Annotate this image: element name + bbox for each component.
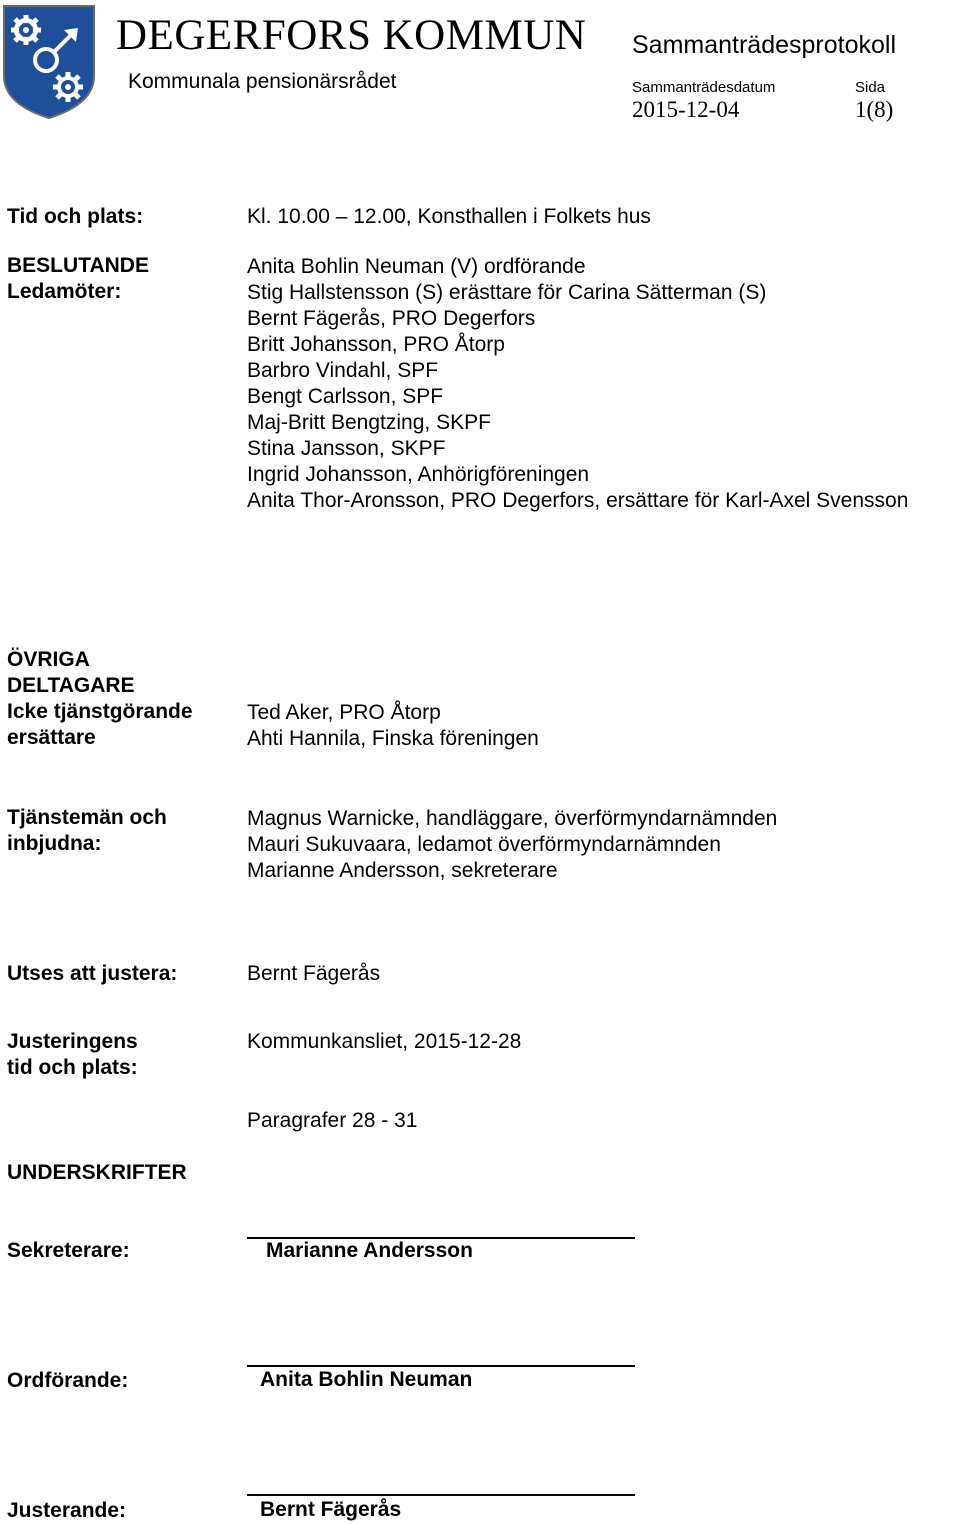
page-label: Sida — [855, 79, 886, 96]
list-item: Magnus Warnicke, handläggare, överförmyndarnämnden — [247, 807, 778, 830]
council-name: Kommunala pensionärsrådet — [128, 70, 397, 93]
label-line: ersättare — [7, 726, 96, 749]
adjuster-signature-line — [247, 1494, 635, 1496]
label-line: DELTAGARE — [7, 674, 135, 697]
secretary-label: Sekreterare: — [7, 1239, 130, 1262]
document-type: Sammanträdesprotokoll — [632, 31, 897, 59]
list-item: Stina Jansson, SKPF — [247, 437, 446, 460]
adjuster-value: Bernt Fägerås — [247, 962, 381, 985]
municipality-name: DEGERFORS KOMMUN — [116, 12, 587, 59]
list-item: Bengt Carlsson, SPF — [247, 385, 444, 408]
adjuster-label: Utses att justera: — [7, 962, 178, 985]
list-item: Maj-Britt Bengtzing, SKPF — [247, 411, 491, 434]
adjuster-signature-name: Bernt Fägerås — [260, 1498, 402, 1521]
list-item: Mauri Sukuvaara, ledamot överförmyndarnämnden — [247, 833, 721, 856]
list-item: Bernt Fägerås, PRO Degerfors — [247, 307, 536, 330]
meeting-date-label: Sammanträdesdatum — [632, 79, 776, 96]
decision-makers-label — [7, 253, 149, 305]
time-place-value: Kl. 10.00 – 12.00, Konsthallen i Folkets hus — [247, 205, 651, 228]
label-line: tid och plats: — [7, 1056, 138, 1079]
list-item: Barbro Vindahl, SPF — [247, 359, 439, 382]
list-item: Ahti Hannila, Finska föreningen — [247, 727, 539, 750]
time-place-label: Tid och plats: — [7, 205, 144, 228]
list-item: Stig Hallstensson (S) erästtare för Carina Sätterman (S) — [247, 281, 767, 304]
meeting-date-value: 2015-12-04 — [632, 97, 740, 122]
officials-label — [7, 805, 167, 857]
list-item: Ingrid Johansson, Anhörigföreningen — [247, 463, 590, 486]
label-line: Justeringens — [7, 1030, 138, 1053]
chair-name: Anita Bohlin Neuman — [260, 1368, 473, 1391]
list-item: Anita Bohlin Neuman (V) ordförande — [247, 255, 586, 278]
label-line: Ledamöter: — [7, 280, 122, 303]
secretary-name: Marianne Andersson — [266, 1239, 473, 1262]
label-line: inbjudna: — [7, 832, 102, 855]
chair-signature-line — [247, 1365, 635, 1367]
other-participants-list — [247, 700, 539, 752]
chair-label: Ordförande: — [7, 1369, 129, 1392]
list-item: Anita Thor-Aronsson, PRO Degerfors, ersättare för Karl-Axel Svensson — [247, 489, 909, 512]
officials-list — [247, 806, 777, 884]
municipality-coat-of-arms-logo — [2, 4, 96, 120]
label-line: Icke tjänstgörande — [7, 700, 193, 723]
label-line: BESLUTANDE — [7, 254, 149, 277]
adjuster-signature-label: Justerande: — [7, 1499, 127, 1522]
list-item: Marianne Andersson, sekreterare — [247, 859, 558, 882]
label-line: Tjänstemän och — [7, 806, 167, 829]
label-line: ÖVRIGA — [7, 648, 90, 671]
adjust-time-value: Kommunkansliet, 2015-12-28 — [247, 1030, 522, 1053]
signatures-heading: UNDERSKRIFTER — [7, 1161, 187, 1184]
decision-makers-list — [247, 254, 908, 514]
adjust-time-label — [7, 1029, 138, 1081]
list-item: Ted Aker, PRO Åtorp — [247, 701, 441, 724]
page-number: 1(8) — [855, 97, 894, 122]
other-participants-label — [7, 647, 193, 751]
list-item: Britt Johansson, PRO Åtorp — [247, 333, 505, 356]
paragraphs-range: Paragrafer 28 - 31 — [247, 1109, 418, 1132]
